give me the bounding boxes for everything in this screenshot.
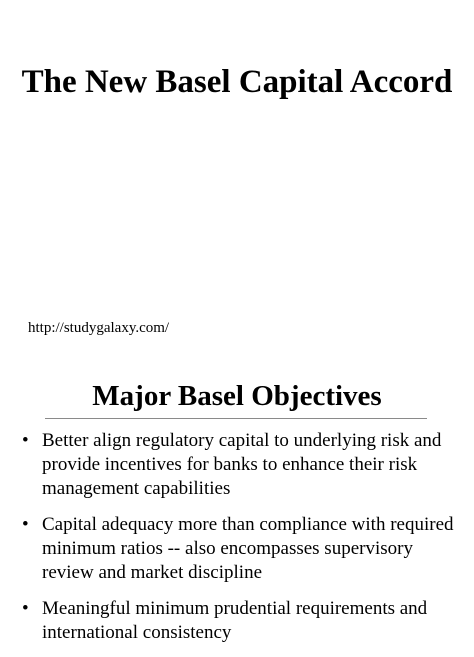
bullet-item <box>0 513 474 585</box>
source-url: http://studygalaxy.com/ <box>28 320 170 336</box>
bullet-item <box>0 429 474 501</box>
bullet-text: Capital adequacy more than compliance with required minimum ratios -- also encompasses supervisory review and market discipline <box>42 514 454 583</box>
bullet-icon: • <box>22 430 29 451</box>
bullet-list <box>0 429 474 657</box>
slide-title: Major Basel Objectives <box>92 380 382 412</box>
title-divider <box>45 418 427 419</box>
bullet-icon: • <box>22 598 29 619</box>
page-title: The New Basel Capital Accord <box>21 64 453 100</box>
bullet-item <box>0 597 474 645</box>
bullet-icon: • <box>22 514 29 535</box>
bullet-text: Meaningful minimum prudential requirements and international consistency <box>42 598 428 643</box>
bullet-text: Better align regulatory capital to underlying risk and provide incentives for banks to enhance their risk management capabilities <box>42 430 442 499</box>
objectives-slide <box>0 355 474 643</box>
